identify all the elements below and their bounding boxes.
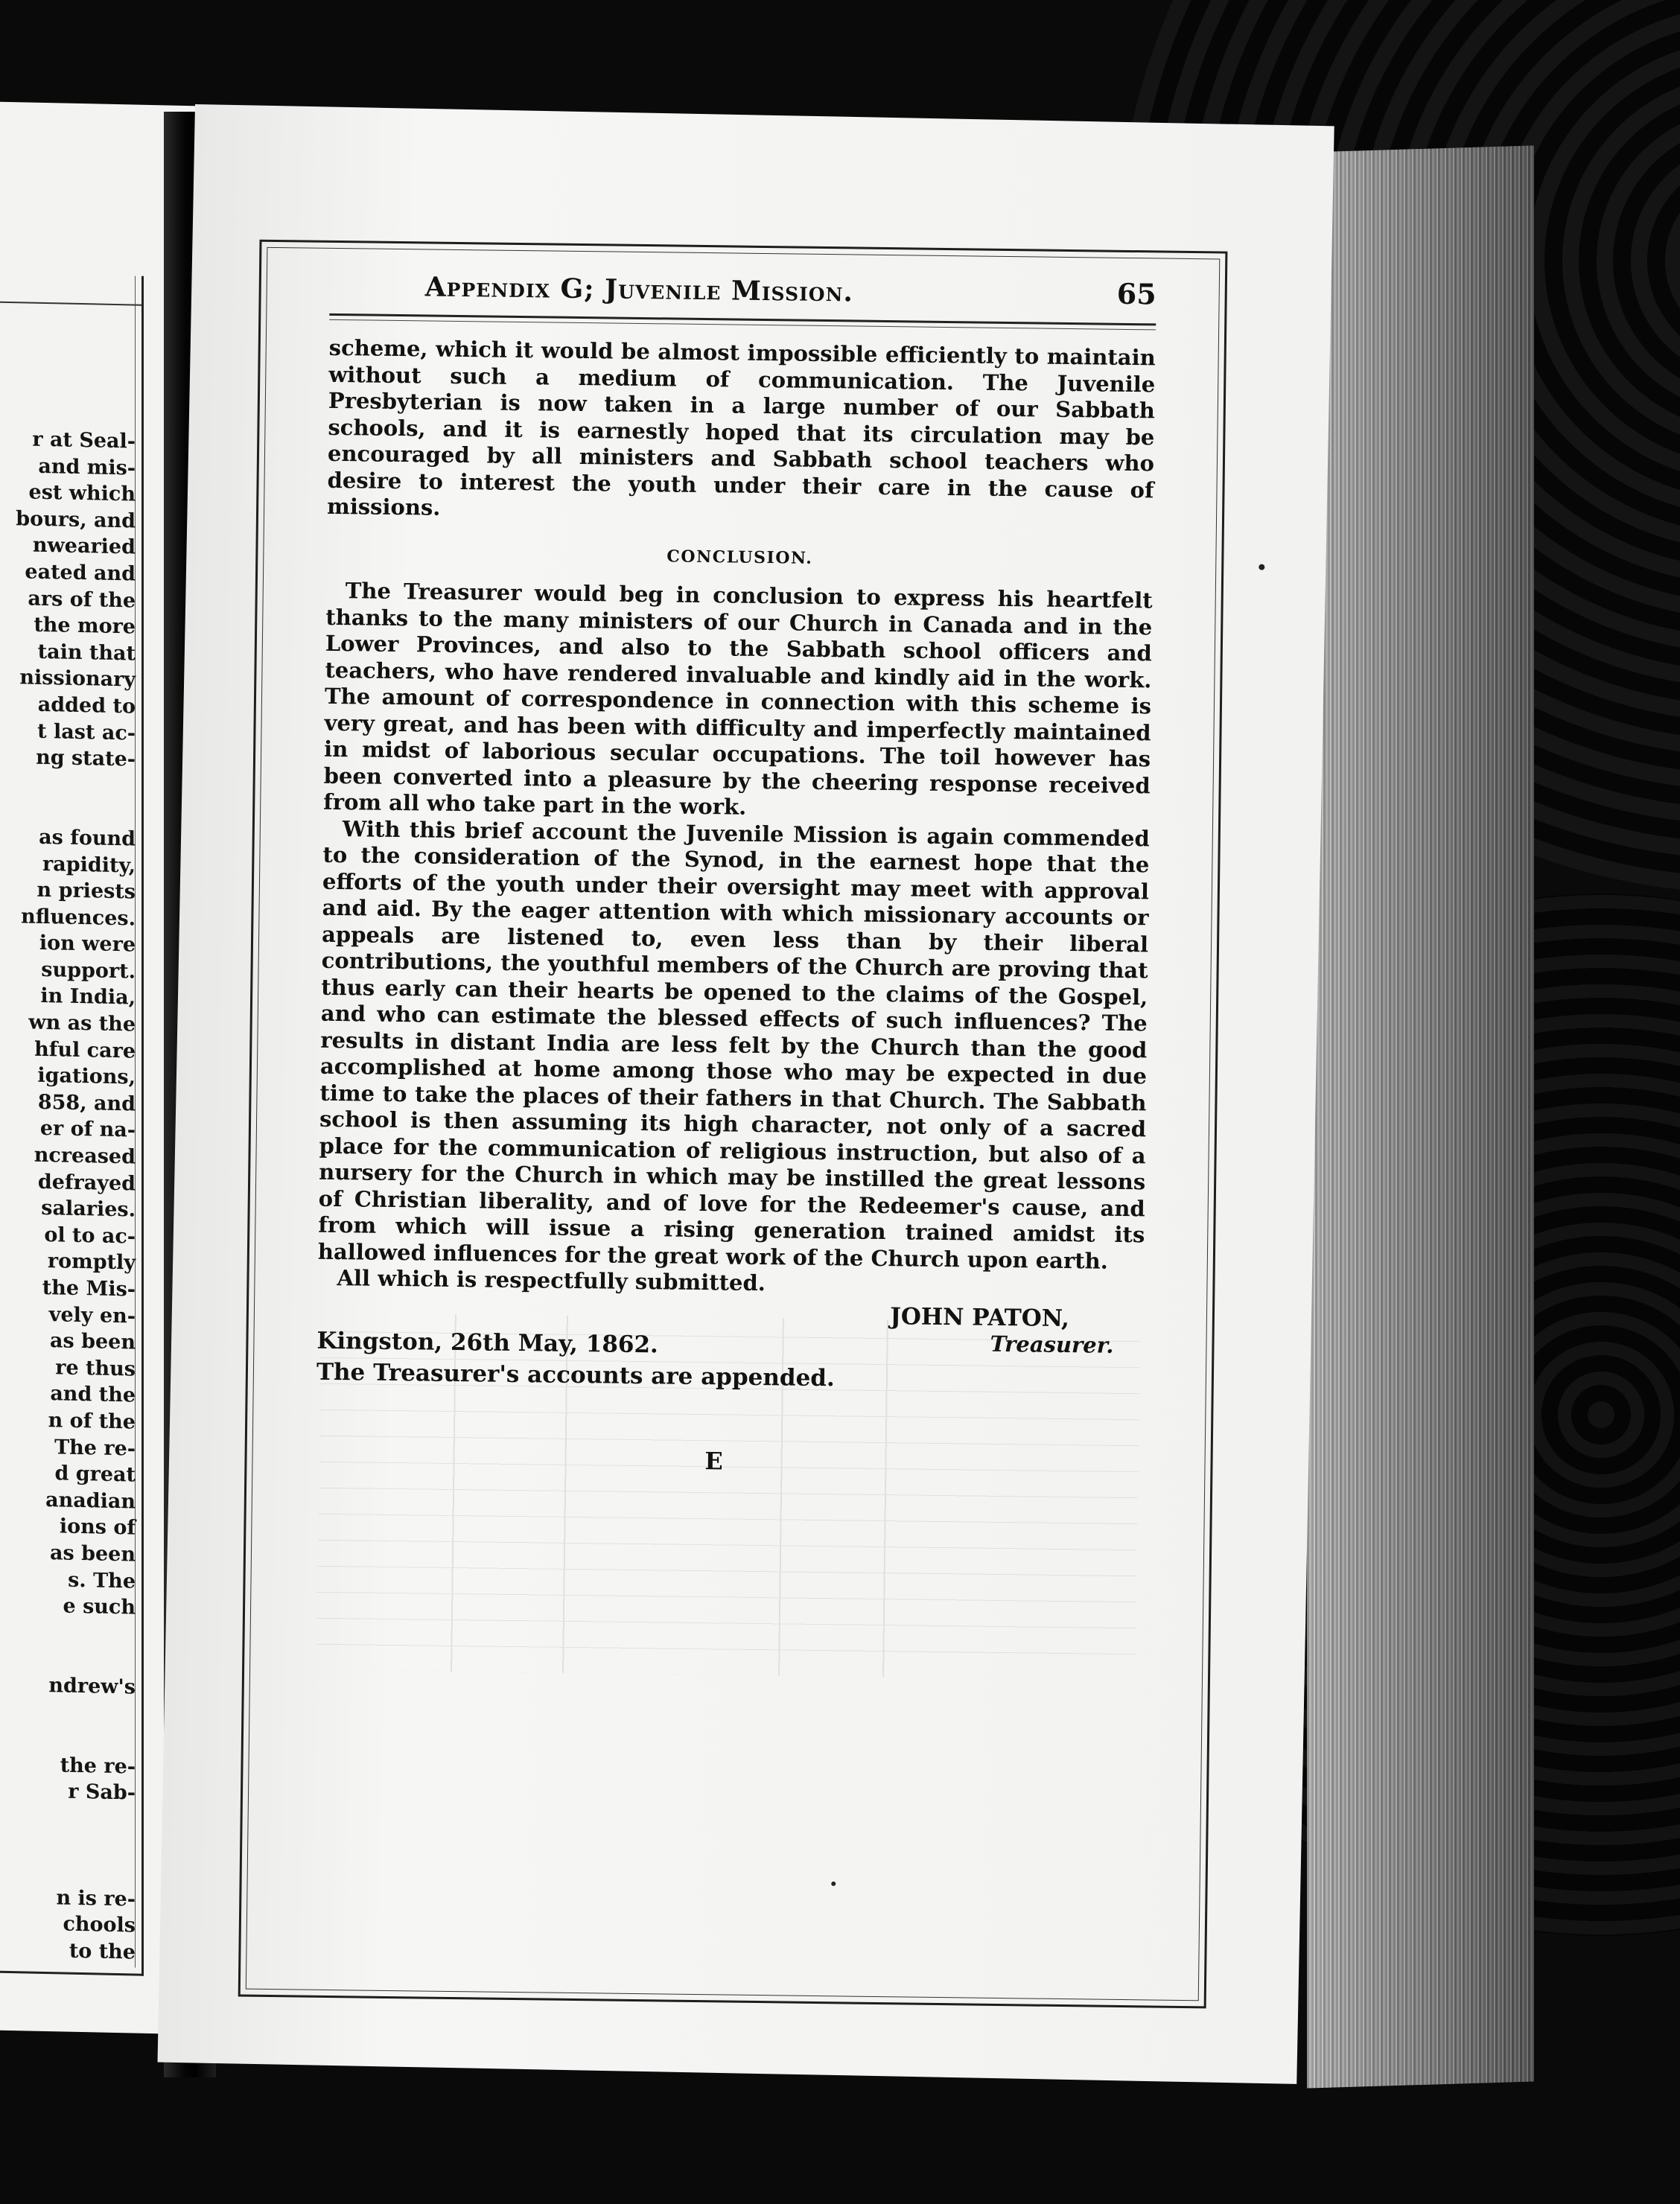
left-page-line <box>0 797 136 826</box>
left-page-line: chools <box>63 1912 136 1937</box>
left-page-line <box>0 1830 136 1859</box>
left-page-line: ions of <box>59 1515 136 1540</box>
left-page-line: The re- <box>54 1435 136 1461</box>
left-page-line: eated and <box>25 560 136 586</box>
left-page-line: e such <box>63 1594 136 1619</box>
left-page-line: ion were <box>39 931 136 957</box>
left-page-line: the Mis- <box>42 1275 136 1302</box>
left-page-text-fragments <box>0 426 136 1966</box>
accounts-note: The Treasurer's accounts are appended. <box>316 1358 835 1392</box>
left-page-line: anadian <box>45 1488 136 1514</box>
left-page-line <box>0 1698 136 1727</box>
left-page-line: the more <box>34 613 136 639</box>
left-page-line <box>0 1724 136 1754</box>
paragraph-thanks: The Treasurer would beg in conclusion to express his heartfelt thanks to the many ministers of our Church in Canada and in the Lower Provinces, and also to the Sabbath school officers and teachers, who have rendered invaluable and kindly aid in the work. The amount of correspondence in connection with this scheme is very great, and has been with difficulty and imperfectly maintained in midst of laborious secular occupations. The toil however has been converted into a pleasure by the cheering response received from all who take part in the work. <box>323 578 1153 820</box>
left-page-line <box>0 1645 136 1674</box>
left-page-line: tain that <box>37 640 136 666</box>
left-page-line <box>0 1618 136 1647</box>
printed-area <box>238 240 1228 2009</box>
left-page-line: ng state- <box>36 745 136 771</box>
signature-block <box>316 1296 1144 1360</box>
running-head: Appendix G; Juvenile Mission. <box>424 271 854 308</box>
left-page-line: n of the <box>48 1409 136 1434</box>
left-page-line: to the <box>69 1939 136 1964</box>
left-page-line: defrayed <box>37 1170 136 1196</box>
paragraph-submitted: All which is respectfully submitted. <box>337 1265 766 1296</box>
left-page-line: n is re- <box>56 1885 136 1911</box>
body-text <box>317 335 1156 1302</box>
dust-speck <box>1259 564 1264 570</box>
left-page-line: ol to ac- <box>44 1223 136 1249</box>
left-page-line: s. The <box>68 1568 136 1593</box>
left-page-line <box>0 1804 136 1833</box>
page-edges <box>1307 145 1534 2088</box>
opening-paragraph: scheme, which it would be almost impossible efficiently to maintain without such a medium of communication. The Juvenile Presbyterian is now taken in a large number of our Sabbath schools, and it is earnestly hoped that its circulation may be encouraged by all ministers and Sabbath school teachers who desire to interest the youth under their care in the cause of missions. <box>326 334 1156 520</box>
left-page-line: d great <box>54 1462 136 1487</box>
left-page-line <box>0 1857 136 1886</box>
left-page-line: vely en- <box>48 1302 136 1328</box>
left-page-line: as been <box>50 1541 136 1567</box>
left-page-line: re thus <box>55 1356 136 1381</box>
main-page <box>158 104 1334 2084</box>
paragraph-commendation: With this brief account the Juvenile Mission is again commended to the consideration of the Synod, in the earnest hope that the efforts of the youth under their oversight may meet with approval and aid. By the eager attention with which missionary accounts or appeals are listened to, even less than by their liberal contributions, the youthful members of the Church are proving that thus early can their hearts be opened to the claims of the Gospel, and who can estimate the blessed effects of such influences? The results in distant India are less felt by the Church than the good accomplished at home among those who may be expected in due time to take the places of their fathers in that Church. The Sabbath school is then assuming its high character, not only of a sacred place for the communication of religious instruction, but also of a nursery for the Church in which may be instilled the great lessons of Christian liberality, and of love for the Redeemer's cause, and from which will issue a rising generation trained amidst its hallowed influences for the great work of the Church upon earth. <box>317 815 1151 1274</box>
left-page-line: est which <box>28 480 136 506</box>
left-page-line: rapidity, <box>42 852 136 878</box>
left-page-line: ndrew's <box>48 1674 136 1699</box>
left-page-line: r Sab- <box>68 1780 136 1805</box>
left-page-line: as been <box>50 1329 136 1354</box>
left-page-line: the re- <box>60 1754 136 1779</box>
left-page-line <box>0 770 136 799</box>
left-page-line: n priests <box>36 878 136 904</box>
page-content <box>315 260 1156 1480</box>
left-page-line: support. <box>41 958 136 984</box>
left-page-line: ncreased <box>34 1143 136 1169</box>
left-page-line: romptly <box>47 1249 136 1275</box>
left-page-line: r at Seal- <box>32 427 136 453</box>
left-page-line: and mis- <box>38 454 136 480</box>
left-page-line: in India, <box>40 984 136 1010</box>
signature-name: JOHN PATON, <box>889 1302 1070 1332</box>
left-page-line: ars of the <box>28 587 136 613</box>
signature-title: Treasurer. <box>990 1331 1114 1358</box>
left-page-line: hful care <box>34 1037 136 1063</box>
signature-mark: E <box>704 1446 723 1475</box>
left-page-line: and the <box>50 1382 136 1407</box>
left-page-line: nfluences. <box>21 905 136 931</box>
left-page-line: bours, and <box>16 506 136 533</box>
left-page-line: as found <box>39 825 136 851</box>
left-page-line: nwearied <box>32 534 136 559</box>
left-page-line: added to <box>37 692 136 719</box>
page-header <box>329 260 1156 326</box>
left-page-line: t last ac- <box>37 719 136 745</box>
left-page-line: salaries. <box>41 1197 136 1222</box>
left-page-line: wn as the <box>28 1010 136 1036</box>
left-page-line: er of na- <box>39 1117 136 1143</box>
left-page-line: nissionary <box>19 666 136 692</box>
left-page-line: 858, and <box>37 1090 136 1116</box>
page-number: 65 <box>1116 276 1156 311</box>
date-line: Kingston, 26th May, 1862. <box>316 1327 659 1358</box>
section-heading: CONCLUSION. <box>666 546 813 568</box>
left-page-line: igations, <box>37 1064 136 1089</box>
